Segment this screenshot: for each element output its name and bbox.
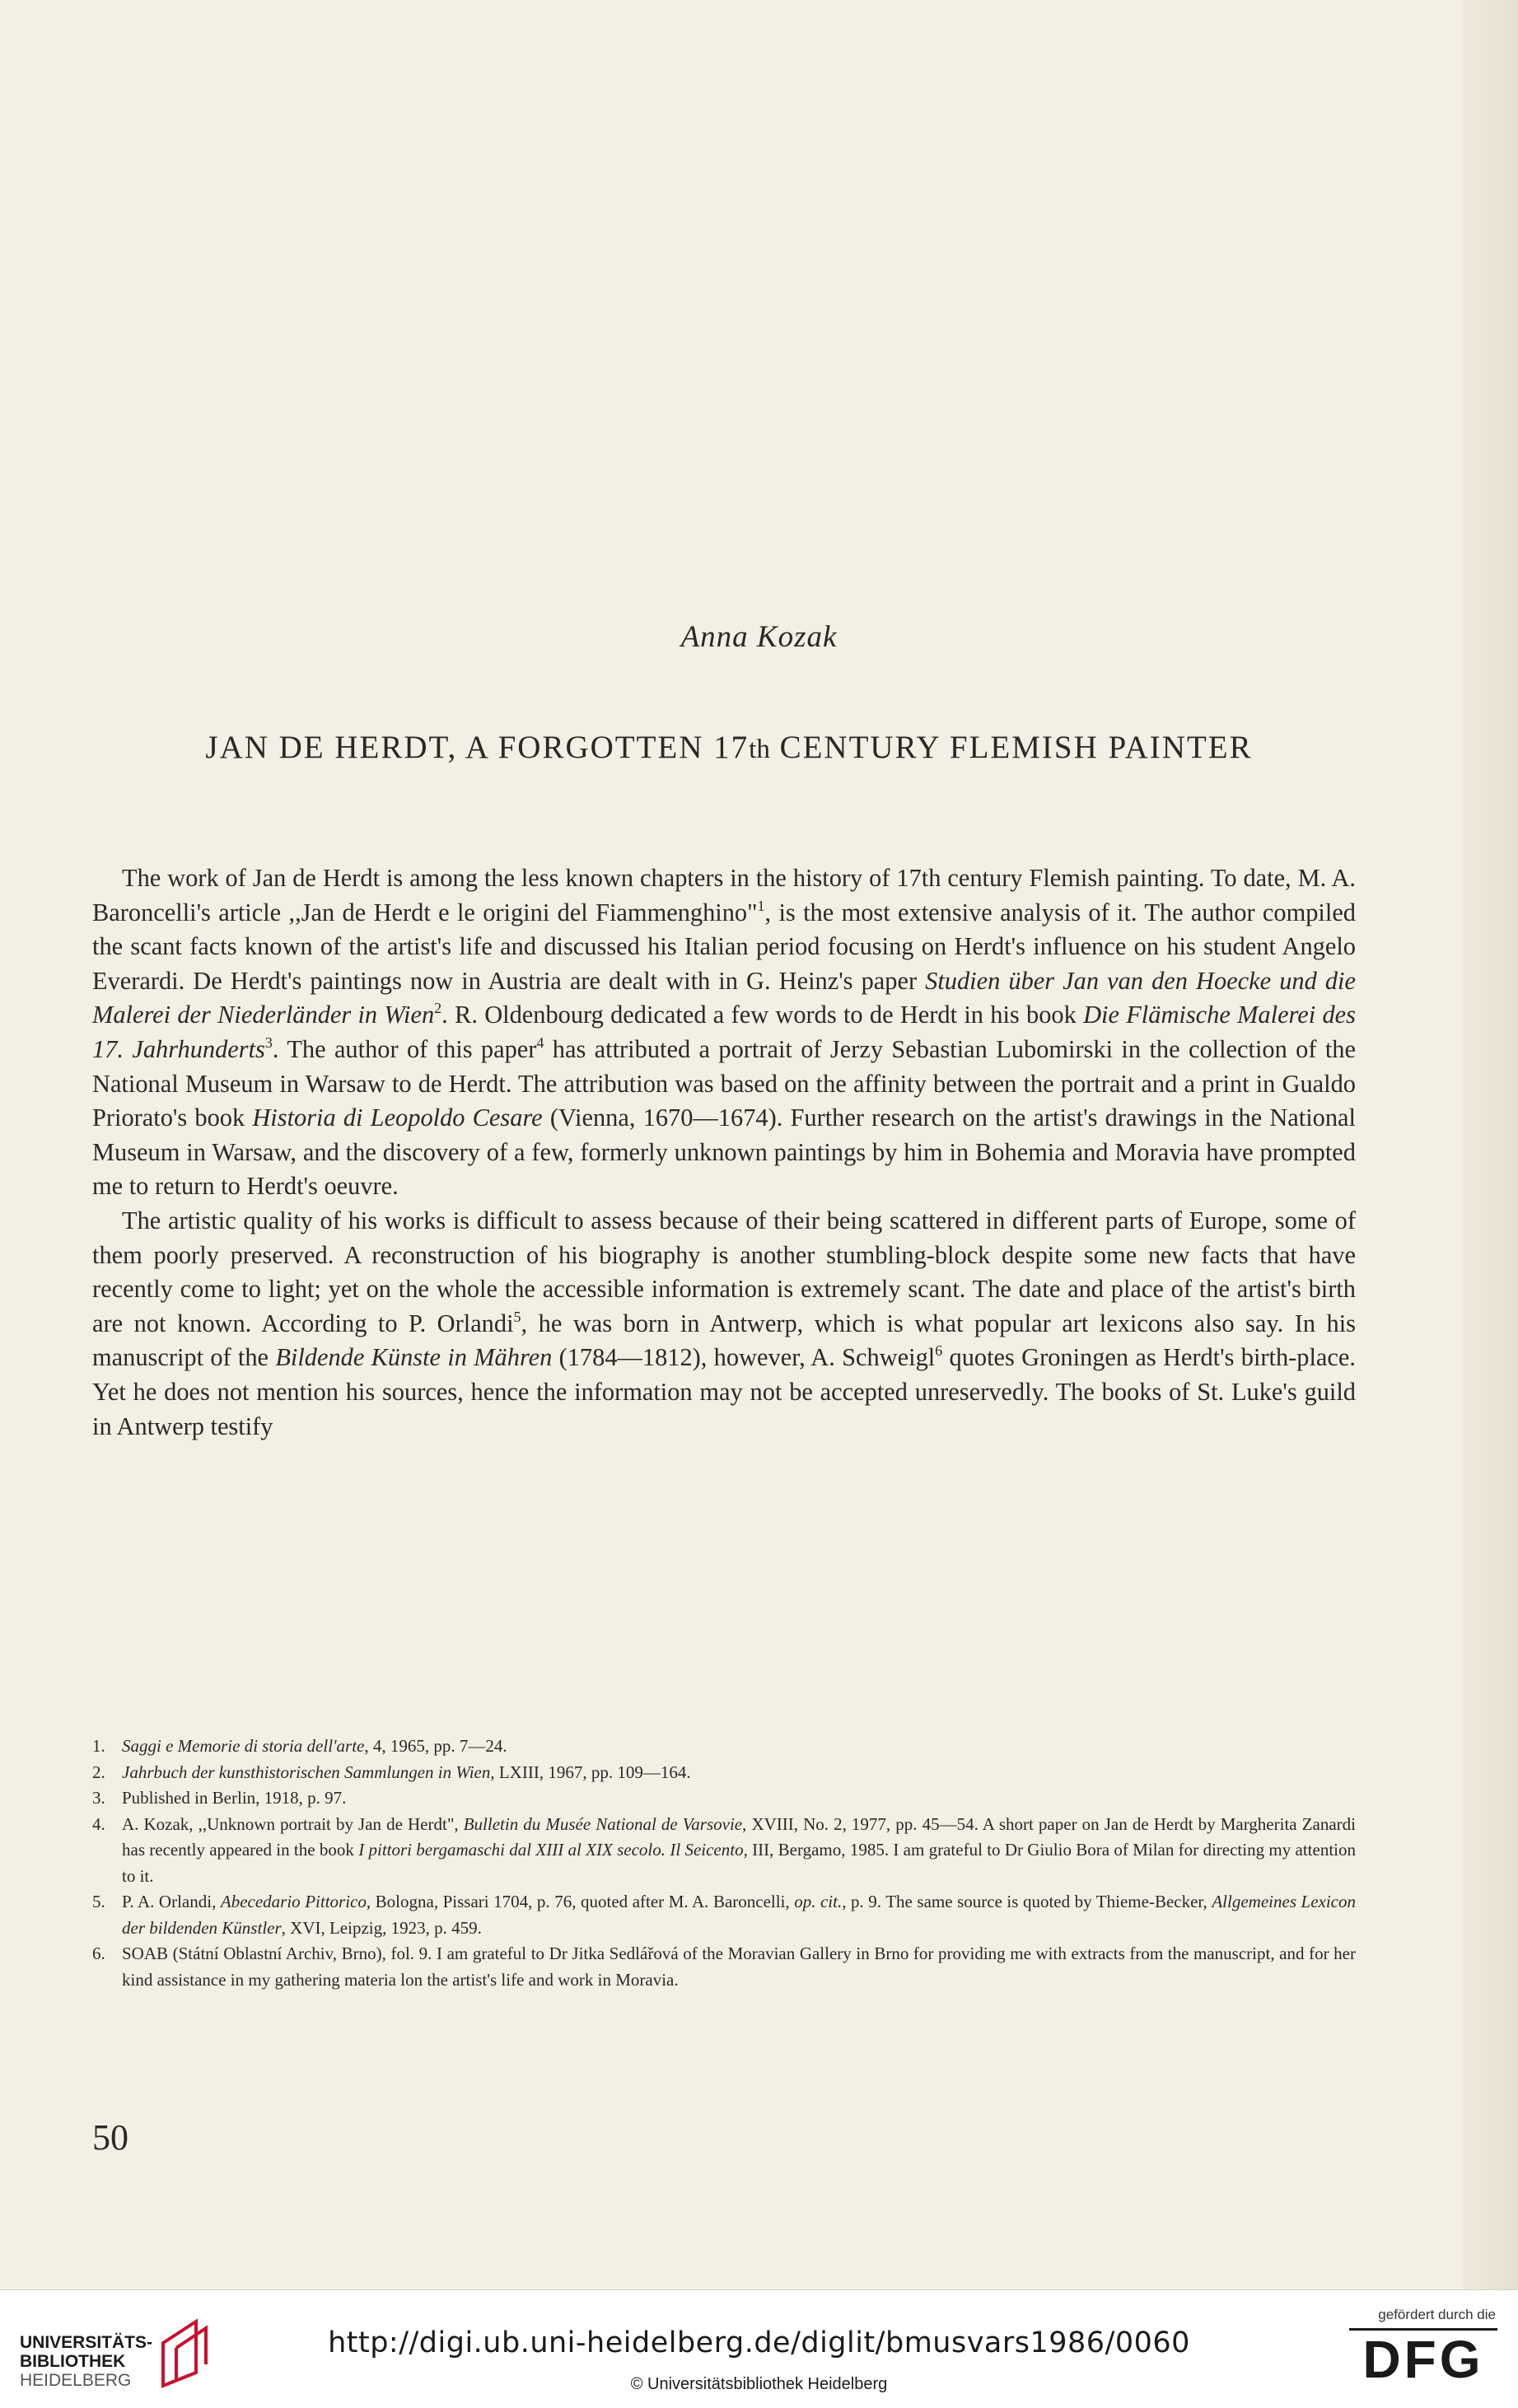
copyright-notice: © Universitätsbibliothek Heidelberg [630, 2375, 888, 2393]
footnote-ref-3: 3 [264, 1034, 273, 1051]
footnote-ref-1: 1 [757, 897, 765, 914]
dfg-logo-text: DFG [1362, 2330, 1484, 2384]
italic-title: Bildende Künste in Mähren [275, 1343, 553, 1372]
text-run: A. Kozak, ,,Unknown portrait by Jan de Herdt", [122, 1813, 464, 1834]
footnote-4 [92, 1812, 1356, 1890]
footnotes [92, 1734, 1356, 1993]
text-run: The artistic quality of his works is difficult to assess because of their being scattered in different parts of Europe, some of them poorly preserved. A reconstruction of his biography is another stumbling-block despite some new facts that have recently come to light; yet on the whole the accessible information is extremely scant. The date and place of the artist's birth are not known. According to P. Orlandi [92, 1206, 1356, 1337]
footnote-ref-4: 4 [536, 1034, 544, 1051]
paragraph-1 [92, 861, 1356, 1204]
article-title [91, 729, 1367, 766]
footnote-text [122, 1812, 1356, 1890]
text-run: P. A. Orlandi, [122, 1892, 221, 1911]
footnote-number: 4. [92, 1813, 105, 1834]
text-run: Published in Berlin, 1918, p. 97. [122, 1788, 347, 1808]
italic-title: I pittori bergamaschi dal XIII al XIX secolo. Il Seicento [358, 1840, 744, 1860]
dfg-logo[interactable] [1349, 2326, 1497, 2384]
title-part-2: CENTURY FLEMISH PAINTER [769, 730, 1253, 765]
footnote-5 [92, 1889, 1356, 1941]
italic-title: Jahrbuch der kunsthistorischen Sammlungen in Wien [122, 1762, 491, 1782]
italic-title: Allgemeines Lexicon der bildenden Künstler [122, 1892, 1357, 1938]
footnote-text [122, 1785, 1356, 1812]
italic-title: Saggi e Memorie di storia dell'arte [122, 1736, 365, 1756]
library-name-line: HEIDELBERG [20, 2371, 132, 2390]
footnote-text [122, 1889, 1356, 1941]
italic-title: Abecedario Pittorico [220, 1892, 367, 1911]
footnote-number: 2. [92, 1762, 105, 1782]
footnote-number: 3. [92, 1788, 105, 1808]
library-name-line: UNIVERSITÄTS- [20, 2333, 153, 2352]
text-run: , XVI, Leipzig, 1923, p. 459. [281, 1917, 482, 1938]
article-author: Anna Kozak [680, 620, 838, 654]
italic-title: Historia di Leopoldo Cesare [252, 1104, 543, 1132]
footnote-3 [92, 1785, 1356, 1812]
text-run: (Vienna, 1670—1674). Further research on the artist's drawings in the National Museum in Warsaw, and the discovery of a few, formerly unknown paintings by him in Bohemia and Moravia have prompted me to return to Herdt's oeuvre. [92, 1104, 1356, 1201]
text-run: , 4, 1965, pp. 7—24. [364, 1736, 507, 1756]
footnote-ref-2: 2 [434, 1000, 442, 1017]
text-run: , is the most extensive analysis of it. The author compiled the scant facts known of the artist's life and discussed his Italian period focusing on Herdt's influence on his student Angelo Everardi. De Herdt's paintings now in Austria are dealt with in G. Heinz's paper [92, 898, 1357, 995]
text-run: , LXIII, 1967, pp. 109—164. [490, 1762, 691, 1782]
page-number: 50 [92, 2117, 128, 2158]
title-ordinal-suffix: th [749, 735, 770, 764]
footnote-text [122, 1760, 1356, 1786]
footnote-6 [92, 1941, 1356, 1993]
title-part-1: JAN DE HERDT, A FORGOTTEN 17 [205, 730, 750, 765]
footnote-number: 1. [92, 1736, 105, 1756]
text-run: has attributed a portrait of Jerzy Sebastian Lubomirski in the collection of the National Museum in Warsaw to de Herdt. The attribution was based on the affinity between the portrait and a print in Gualdo Priorato's book [92, 1034, 1356, 1132]
text-run: The work of Jan de Herdt is among the less known chapters in the history of 17th century Flemish painting. To date, M. A. Baroncelli's article ,,Jan de Herdt e le origini del Fiammenghino" [92, 864, 1356, 926]
text-run: , he was born in Antwerp, which is what popular art lexicons also say. In his manuscript of the [92, 1309, 1356, 1372]
footnote-1 [92, 1734, 1356, 1760]
text-run: (1784—1812), however, A. Schweigl [552, 1343, 936, 1372]
text-run: quotes Groningen as Herdt's birth-place. Yet he does not mention his sources, hence the information may not be accepted unreservedly. The books of St. Luke's guild in Antwerp testify [92, 1343, 1356, 1440]
text-run: , p. 9. The same source is quoted by Thieme-Becker, [842, 1892, 1212, 1911]
text-run: , XVIII, No. 2, 1977, pp. 45—54. A short paper on Jan de Herdt by Margherita Zanardi has recently appeared in the book [122, 1813, 1356, 1860]
text-run: . The author of this paper [272, 1034, 537, 1063]
italic-title: Studien über Jan van den Hoecke und die Malerei der Niederländer in Wien [92, 966, 1356, 1029]
footnote-ref-5: 5 [513, 1308, 521, 1325]
viewer-footer [0, 2289, 1518, 2408]
page-edge-shadow [1463, 0, 1518, 2289]
text-run: . R. Oldenbourg dedicated a few words to de Herdt in his book [441, 1001, 1084, 1029]
footnote-2 [92, 1760, 1356, 1786]
text-run: , Bologna, Pissari 1704, p. 76, quoted after M. A. Baroncelli, [366, 1892, 795, 1911]
footnote-number: 5. [92, 1892, 105, 1911]
footnote-ref-6: 6 [935, 1342, 943, 1360]
permalink-url[interactable]: http://digi.ub.uni-heidelberg.de/diglit/bmusvars1986/0060 [328, 2326, 1190, 2359]
italic-title: op. cit. [794, 1892, 843, 1911]
italic-title: Die Flämische Malerei des 17. Jahrhunderts [92, 1001, 1356, 1063]
paragraph-2 [92, 1204, 1356, 1444]
footnote-number: 6. [92, 1944, 105, 1963]
library-name-line: BIBLIOTHEK [20, 2352, 126, 2371]
text-run: SOAB (Státní Oblastní Archiv, Brno), fol. 9. I am grateful to Dr Jitka Sedlářová of the Moravian Gallery in Brno for providing me with extracts from the manuscript, and for her kind assistance in my gathering materia lon the artist's life and work in Moravia. [122, 1944, 1356, 1990]
italic-title: Bulletin du Musée National de Varsovie [463, 1813, 743, 1834]
article-body [92, 861, 1356, 1444]
footnote-text [122, 1734, 1356, 1760]
funding-caption: gefördert durch die [1378, 2307, 1496, 2322]
footnote-text [122, 1941, 1356, 1993]
text-run: , III, Bergamo, 1985. I am grateful to Dr Giulio Bora of Milan for directing my attention to it. [122, 1840, 1356, 1886]
